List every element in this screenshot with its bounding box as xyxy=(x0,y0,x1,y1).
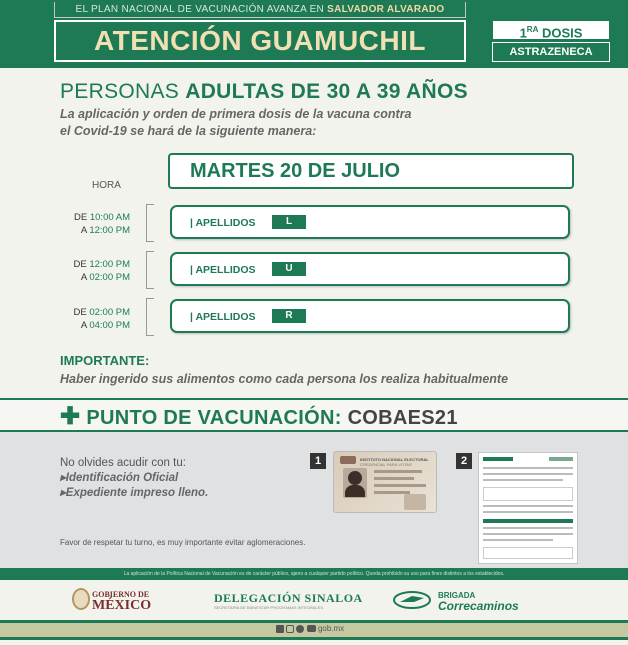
plus-icon: ✚ xyxy=(60,403,81,430)
brigada-logo: BRIGADA Correcaminos xyxy=(438,591,519,613)
surname-letter: U xyxy=(272,262,306,276)
delegacion-subtitle: SECRETARÍA DE BIENESTAR·PROGRAMAS INTEGRALES xyxy=(214,605,323,610)
record-form-image xyxy=(478,452,578,564)
surname-letter: R xyxy=(272,309,306,323)
slot-time-1: DE 10:00 AM A 12:00 PM xyxy=(74,212,130,236)
gobierno-mexico-logo: GOBIERNO DE MÉXICO xyxy=(92,590,152,613)
slot-bracket xyxy=(146,298,154,336)
site-heading: ✚ PUNTO DE VACUNACIÓN: COBAES21 xyxy=(60,403,458,430)
header-tagline: EL PLAN NACIONAL DE VACUNACIÓN AVANZA EN SALVADOR ALVARADO xyxy=(54,2,466,18)
slot-bracket xyxy=(146,204,154,242)
important-title: IMPORTANTE: xyxy=(60,353,150,368)
slot-box-1 xyxy=(170,205,570,239)
youtube-icon[interactable] xyxy=(307,625,316,632)
slot-label: | APELLIDOS xyxy=(190,311,256,323)
slot-box-2 xyxy=(170,252,570,286)
step-number-1: 1 xyxy=(310,453,326,469)
eagle-seal-icon xyxy=(72,588,90,610)
instagram-icon[interactable] xyxy=(286,625,294,633)
important-text: Haber ingerido sus alimentos como cada persona los realiza habitualmente xyxy=(60,372,509,386)
social-links xyxy=(276,624,344,633)
slot-label: | APELLIDOS xyxy=(190,217,256,229)
legal-bar: La aplicación de la Política Nacional de Vacunación es de carácter público, ajeno a cualquier partido político. Queda prohibido su uso para fines distintos a los establecidos. xyxy=(0,568,628,580)
website-link[interactable]: gob.mx xyxy=(317,624,345,633)
step-number-2: 2 xyxy=(456,453,472,469)
vaccine-badge: ASTRAZENECA xyxy=(492,42,610,62)
id-card-image: INSTITUTO NACIONAL ELECTORAL CREDENCIAL PARA VOTAR xyxy=(333,451,437,513)
slot-time-3: DE 02:00 PM A 04:00 PM xyxy=(73,307,130,331)
hour-label: HORA xyxy=(92,180,121,191)
requirements-list: No olvides acudir con tu: ▸Identificación Oficial ▸Expediente impreso lleno. xyxy=(60,457,209,499)
respect-note: Favor de respetar tu turno, es muy importante evitar aglomeraciones. xyxy=(60,538,306,547)
slot-bracket xyxy=(146,251,154,289)
page-title: ATENCIÓN GUAMUCHIL xyxy=(54,20,466,62)
schedule-day: MARTES 20 DE JULIO xyxy=(168,153,574,189)
slot-box-3 xyxy=(170,299,570,333)
twitter-icon[interactable] xyxy=(296,625,304,633)
roadrunner-icon xyxy=(392,590,432,610)
facebook-icon[interactable] xyxy=(276,625,284,633)
audience-heading: PERSONAS ADULTAS DE 30 A 39 AÑOS xyxy=(60,80,468,103)
slot-time-2: DE 12:00 PM A 02:00 PM xyxy=(73,259,130,283)
slot-label: | APELLIDOS xyxy=(190,264,256,276)
intro-text: La aplicación y orden de primera dosis de la vacuna contra el Covid-19 se hará de la siguiente manera: xyxy=(60,107,412,138)
dose-badge: $1^{RA}$ DOSIS xyxy=(492,20,610,40)
delegacion-logo: DELEGACIÓN SINALOA xyxy=(214,591,363,605)
surname-letter: L xyxy=(272,215,306,229)
site-name: COBAES21 xyxy=(347,407,458,429)
